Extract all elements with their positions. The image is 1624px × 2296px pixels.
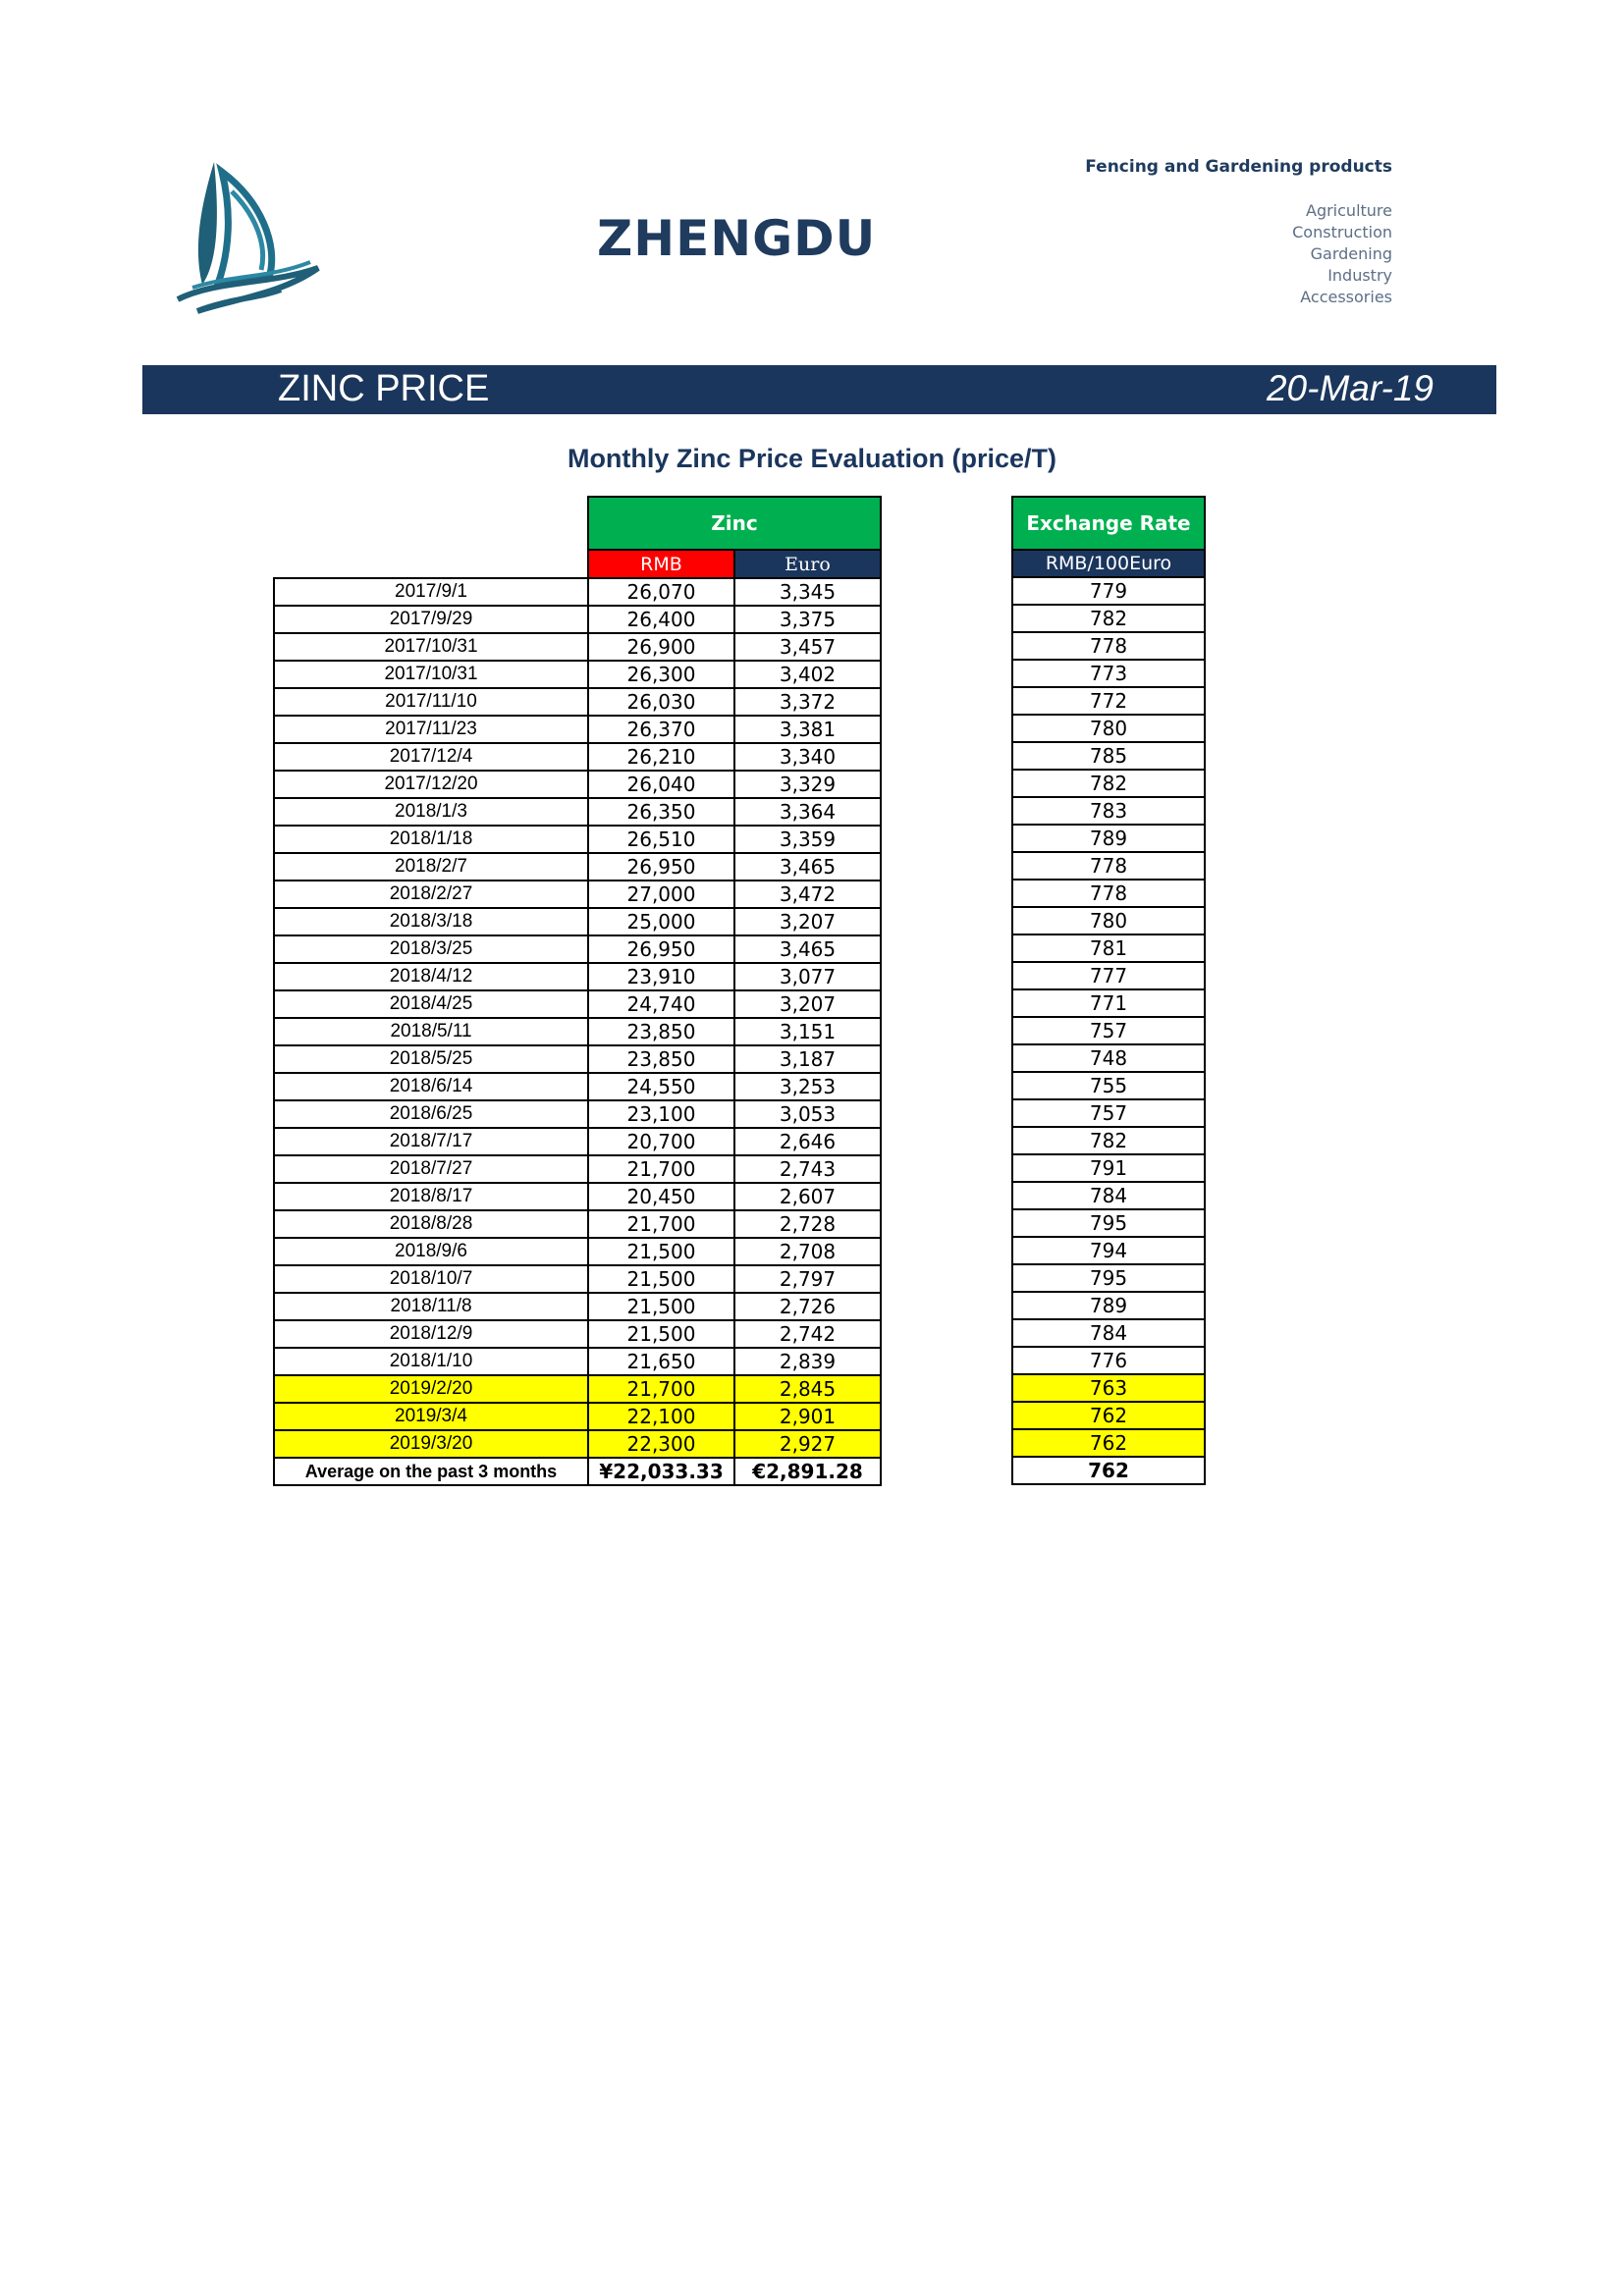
rmb-cell: 21,500 xyxy=(588,1238,734,1265)
rmb-column-header: RMB xyxy=(588,550,734,578)
table-subtitle: Monthly Zinc Price Evaluation (price/T) xyxy=(567,444,1057,473)
euro-cell: 3,207 xyxy=(734,990,881,1018)
table-row xyxy=(274,935,881,963)
euro-cell: 2,726 xyxy=(734,1293,881,1320)
rmb-cell: 23,100 xyxy=(588,1100,734,1128)
table-row xyxy=(1012,715,1205,742)
rmb-cell: 21,700 xyxy=(588,1210,734,1238)
date-cell: 2018/3/18 xyxy=(274,908,588,935)
table-row xyxy=(274,1183,881,1210)
date-cell: 2018/5/11 xyxy=(274,1018,588,1045)
euro-cell: 3,077 xyxy=(734,963,881,990)
date-cell: 2017/9/29 xyxy=(274,606,588,633)
table-row xyxy=(274,633,881,661)
table-row xyxy=(274,1403,881,1430)
rmb-cell: 27,000 xyxy=(588,881,734,908)
rmb-cell: 21,650 xyxy=(588,1348,734,1375)
rmb-cell: 26,030 xyxy=(588,688,734,716)
rmb-cell: 26,300 xyxy=(588,661,734,688)
table-row xyxy=(1012,1429,1205,1457)
table-row xyxy=(1012,1264,1205,1292)
table-row xyxy=(1012,1209,1205,1237)
euro-cell: 3,151 xyxy=(734,1018,881,1045)
rmb-cell: 26,900 xyxy=(588,633,734,661)
table-row xyxy=(274,1238,881,1265)
table-row xyxy=(1012,1127,1205,1154)
table-row xyxy=(1012,1017,1205,1044)
euro-cell: 2,743 xyxy=(734,1155,881,1183)
table-row xyxy=(274,1155,881,1183)
date-cell: 2019/2/20 xyxy=(274,1375,588,1403)
table-row xyxy=(1012,907,1205,934)
exchange-rate-header: Exchange Rate xyxy=(1012,497,1205,550)
rmb-cell: 21,500 xyxy=(588,1320,734,1348)
date-cell: 2018/4/12 xyxy=(274,963,588,990)
table-row xyxy=(274,908,881,935)
title-bar xyxy=(142,365,1496,414)
sailboat-logo-icon xyxy=(173,152,320,319)
table-row xyxy=(274,1073,881,1100)
rmb-cell: 24,740 xyxy=(588,990,734,1018)
rate-cell: 795 xyxy=(1012,1264,1205,1292)
rate-cell: 763 xyxy=(1012,1374,1205,1402)
rmb-cell: 26,370 xyxy=(588,716,734,743)
table-row xyxy=(274,1100,881,1128)
euro-column-header: Euro xyxy=(734,550,881,578)
rate-cell: 780 xyxy=(1012,715,1205,742)
euro-cell: 2,901 xyxy=(734,1403,881,1430)
euro-cell: 3,359 xyxy=(734,826,881,853)
rate-cell: 778 xyxy=(1012,852,1205,880)
rmb-cell: 23,850 xyxy=(588,1018,734,1045)
table-row xyxy=(1012,687,1205,715)
table-row xyxy=(1012,1182,1205,1209)
euro-cell: 2,845 xyxy=(734,1375,881,1403)
table-row xyxy=(274,1128,881,1155)
rate-cell: 784 xyxy=(1012,1319,1205,1347)
table-row xyxy=(274,716,881,743)
date-cell: 2018/10/7 xyxy=(274,1265,588,1293)
rmb-cell: 23,850 xyxy=(588,1045,734,1073)
table-row xyxy=(1012,632,1205,660)
table-row xyxy=(274,578,881,606)
table-row xyxy=(274,1375,881,1403)
sector-list xyxy=(1292,200,1392,308)
date-cell: 2018/1/3 xyxy=(274,798,588,826)
table-row xyxy=(274,1320,881,1348)
euro-cell: 3,329 xyxy=(734,771,881,798)
date-cell: 2018/7/17 xyxy=(274,1128,588,1155)
average-label: Average on the past 3 months xyxy=(274,1458,588,1485)
date-cell: 2018/8/28 xyxy=(274,1210,588,1238)
rmb-cell: 22,100 xyxy=(588,1403,734,1430)
date-cell: 2017/9/1 xyxy=(274,578,588,606)
table-row xyxy=(274,1018,881,1045)
rmb-cell: 20,450 xyxy=(588,1183,734,1210)
table-row xyxy=(274,1293,881,1320)
sector-item: Gardening xyxy=(1310,244,1392,263)
euro-cell: 2,708 xyxy=(734,1238,881,1265)
date-cell: 2018/6/25 xyxy=(274,1100,588,1128)
sector-item: Accessories xyxy=(1300,288,1392,306)
rmb-cell: 21,700 xyxy=(588,1155,734,1183)
date-cell: 2018/1/10 xyxy=(274,1348,588,1375)
date-cell: 2018/7/27 xyxy=(274,1155,588,1183)
date-cell: 2018/9/6 xyxy=(274,1238,588,1265)
table-row xyxy=(274,606,881,633)
rmb-cell: 26,210 xyxy=(588,743,734,771)
date-cell: 2018/3/25 xyxy=(274,935,588,963)
page-title: ZINC PRICE xyxy=(278,368,490,409)
table-row xyxy=(1012,880,1205,907)
rmb-cell: 21,500 xyxy=(588,1265,734,1293)
rmb-cell: 21,500 xyxy=(588,1293,734,1320)
rate-cell: 791 xyxy=(1012,1154,1205,1182)
euro-cell: 3,465 xyxy=(734,853,881,881)
date-cell: 2018/6/14 xyxy=(274,1073,588,1100)
euro-cell: 2,839 xyxy=(734,1348,881,1375)
sector-item: Industry xyxy=(1327,266,1392,285)
table-row xyxy=(274,990,881,1018)
blank-cell xyxy=(274,550,588,578)
rmb-cell: 21,700 xyxy=(588,1375,734,1403)
rmb-cell: 26,070 xyxy=(588,578,734,606)
date-cell: 2018/11/8 xyxy=(274,1293,588,1320)
date-cell: 2017/12/4 xyxy=(274,743,588,771)
euro-cell: 2,728 xyxy=(734,1210,881,1238)
date-cell: 2018/1/18 xyxy=(274,826,588,853)
average-euro: €2,891.28 xyxy=(734,1458,881,1485)
euro-cell: 2,742 xyxy=(734,1320,881,1348)
table-row xyxy=(1012,1072,1205,1099)
table-row xyxy=(1012,852,1205,880)
blank-cell xyxy=(274,497,588,550)
report-date: 20-Mar-19 xyxy=(1266,368,1434,408)
table-row xyxy=(1012,1402,1205,1429)
table-row xyxy=(1012,934,1205,962)
table-row xyxy=(1012,1237,1205,1264)
rate-cell: 772 xyxy=(1012,687,1205,715)
table-row xyxy=(1012,660,1205,687)
rate-cell: 773 xyxy=(1012,660,1205,687)
rate-cell: 789 xyxy=(1012,825,1205,852)
euro-cell: 3,472 xyxy=(734,881,881,908)
euro-cell: 3,253 xyxy=(734,1073,881,1100)
rate-cell: 784 xyxy=(1012,1182,1205,1209)
date-cell: 2018/12/9 xyxy=(274,1320,588,1348)
tagline: Fencing and Gardening products xyxy=(1085,157,1392,177)
euro-cell: 3,457 xyxy=(734,633,881,661)
table-row xyxy=(274,1430,881,1458)
table-row xyxy=(274,661,881,688)
table-row xyxy=(1012,1154,1205,1182)
average-row xyxy=(1012,1457,1205,1484)
rmb-cell: 22,300 xyxy=(588,1430,734,1458)
date-cell: 2018/2/7 xyxy=(274,853,588,881)
table-row xyxy=(274,1265,881,1293)
euro-cell: 2,927 xyxy=(734,1430,881,1458)
table-row xyxy=(274,1045,881,1073)
euro-cell: 3,381 xyxy=(734,716,881,743)
euro-cell: 3,372 xyxy=(734,688,881,716)
rate-cell: 785 xyxy=(1012,742,1205,770)
rate-cell: 748 xyxy=(1012,1044,1205,1072)
euro-cell: 2,797 xyxy=(734,1265,881,1293)
table-row xyxy=(1012,1099,1205,1127)
rmb-cell: 23,910 xyxy=(588,963,734,990)
rate-cell: 782 xyxy=(1012,770,1205,797)
rmb-cell: 24,550 xyxy=(588,1073,734,1100)
euro-cell: 3,465 xyxy=(734,935,881,963)
table-row xyxy=(274,771,881,798)
euro-cell: 3,207 xyxy=(734,908,881,935)
euro-cell: 3,345 xyxy=(734,578,881,606)
rmb-cell: 26,400 xyxy=(588,606,734,633)
average-row xyxy=(274,1458,881,1485)
sector-item: Agriculture xyxy=(1306,201,1392,220)
rate-cell: 762 xyxy=(1012,1429,1205,1457)
rmb-cell: 20,700 xyxy=(588,1128,734,1155)
rate-cell: 777 xyxy=(1012,962,1205,989)
zinc-group-header: Zinc xyxy=(588,497,881,550)
table-row xyxy=(1012,825,1205,852)
table-row xyxy=(274,853,881,881)
table-row xyxy=(1012,770,1205,797)
zinc-price-table xyxy=(273,496,882,1486)
date-cell: 2018/5/25 xyxy=(274,1045,588,1073)
table-row xyxy=(274,743,881,771)
rate-cell: 794 xyxy=(1012,1237,1205,1264)
rmb-cell: 26,350 xyxy=(588,798,734,826)
date-cell: 2017/12/20 xyxy=(274,771,588,798)
average-rmb: ¥22,033.33 xyxy=(588,1458,734,1485)
date-cell: 2019/3/20 xyxy=(274,1430,588,1458)
euro-cell: 3,402 xyxy=(734,661,881,688)
rate-cell: 782 xyxy=(1012,1127,1205,1154)
table-row xyxy=(1012,1044,1205,1072)
rate-cell: 783 xyxy=(1012,797,1205,825)
sector-item: Construction xyxy=(1292,223,1392,241)
date-cell: 2017/10/31 xyxy=(274,661,588,688)
table-row xyxy=(1012,1347,1205,1374)
date-cell: 2018/4/25 xyxy=(274,990,588,1018)
rmb-cell: 26,950 xyxy=(588,935,734,963)
table-row xyxy=(1012,962,1205,989)
date-cell: 2017/10/31 xyxy=(274,633,588,661)
rate-cell: 779 xyxy=(1012,577,1205,605)
table-row xyxy=(1012,797,1205,825)
table-row xyxy=(274,963,881,990)
table-row xyxy=(1012,989,1205,1017)
table-row xyxy=(1012,577,1205,605)
rate-cell: 757 xyxy=(1012,1099,1205,1127)
average-rate: 762 xyxy=(1012,1457,1205,1484)
rate-cell: 778 xyxy=(1012,632,1205,660)
rate-cell: 782 xyxy=(1012,605,1205,632)
rate-cell: 781 xyxy=(1012,934,1205,962)
exchange-rate-table xyxy=(1011,496,1206,1485)
rmb-cell: 26,950 xyxy=(588,853,734,881)
table-row xyxy=(1012,605,1205,632)
euro-cell: 3,375 xyxy=(734,606,881,633)
euro-cell: 2,607 xyxy=(734,1183,881,1210)
rate-cell: 757 xyxy=(1012,1017,1205,1044)
euro-cell: 3,364 xyxy=(734,798,881,826)
euro-cell: 2,646 xyxy=(734,1128,881,1155)
table-row xyxy=(274,881,881,908)
date-cell: 2017/11/10 xyxy=(274,688,588,716)
table-row xyxy=(1012,1319,1205,1347)
rate-cell: 789 xyxy=(1012,1292,1205,1319)
euro-cell: 3,053 xyxy=(734,1100,881,1128)
rmb-cell: 26,510 xyxy=(588,826,734,853)
rate-cell: 771 xyxy=(1012,989,1205,1017)
date-cell: 2019/3/4 xyxy=(274,1403,588,1430)
exchange-unit-header: RMB/100Euro xyxy=(1012,550,1205,577)
euro-cell: 3,187 xyxy=(734,1045,881,1073)
table-row xyxy=(274,826,881,853)
table-row xyxy=(1012,1374,1205,1402)
table-row xyxy=(1012,1292,1205,1319)
brand-name: ZHENGDU xyxy=(597,210,877,267)
rmb-cell: 25,000 xyxy=(588,908,734,935)
table-row xyxy=(274,688,881,716)
euro-cell: 3,340 xyxy=(734,743,881,771)
rate-cell: 762 xyxy=(1012,1402,1205,1429)
table-row xyxy=(274,798,881,826)
date-cell: 2018/2/27 xyxy=(274,881,588,908)
rmb-cell: 26,040 xyxy=(588,771,734,798)
table-row xyxy=(274,1210,881,1238)
date-cell: 2017/11/23 xyxy=(274,716,588,743)
date-cell: 2018/8/17 xyxy=(274,1183,588,1210)
rate-cell: 776 xyxy=(1012,1347,1205,1374)
rate-cell: 778 xyxy=(1012,880,1205,907)
rate-cell: 780 xyxy=(1012,907,1205,934)
rate-cell: 755 xyxy=(1012,1072,1205,1099)
rate-cell: 795 xyxy=(1012,1209,1205,1237)
table-row xyxy=(274,1348,881,1375)
table-row xyxy=(1012,742,1205,770)
